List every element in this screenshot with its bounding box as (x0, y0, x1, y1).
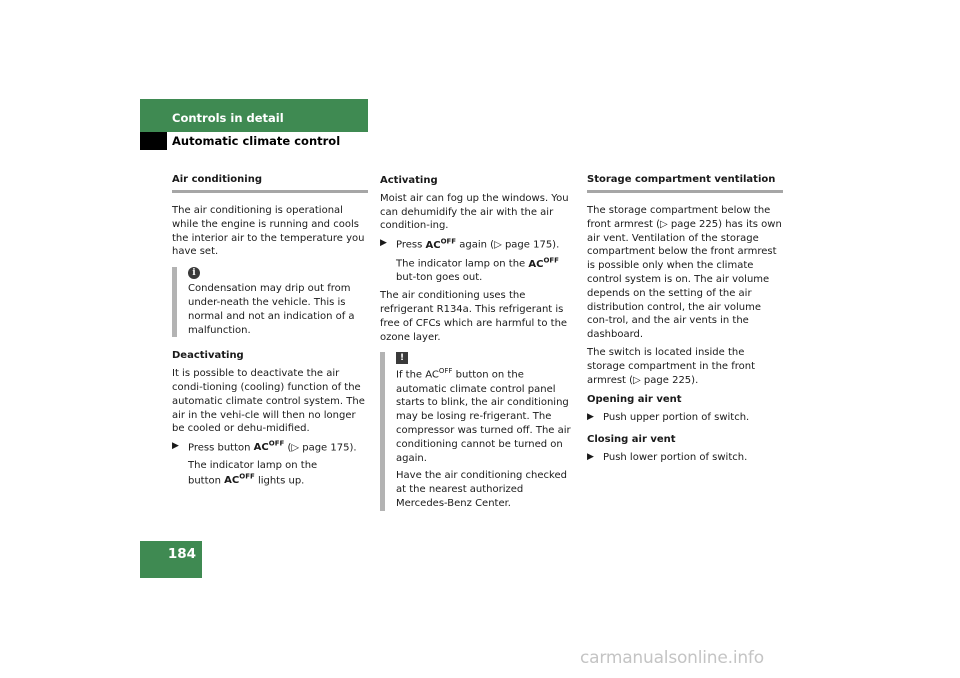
deactivate-step (172, 440, 368, 455)
info-note-text: Condensation may drip out from under-neath the vehicle. This is normal and not an indication of a malfunction. (188, 283, 355, 336)
closing-step (587, 451, 783, 465)
bullet-arrow-icon: ▶ (172, 441, 179, 452)
switch-location-text: The switch is located inside the storage compartment in the front armrest (▷ page 225). (587, 346, 756, 386)
result-suffix: lights up. (254, 475, 305, 487)
ac-label: AC (224, 475, 240, 487)
note-bar (380, 352, 385, 510)
column-activating (380, 174, 574, 523)
closing-step-text: Push lower portion of switch. (603, 451, 748, 463)
heading-air-conditioning: Air conditioning (172, 174, 368, 193)
heading-deactivating: Deactivating (172, 350, 244, 362)
warning-sup: OFF (438, 367, 453, 376)
storage-intro: The storage compartment below the front armrest (▷ page 225) has its own air vent. Ventilation of the storage compartment below the front armrest is possible only when the climate control system is on. The air volume depends on the setting of the air distribution control, the air volume con-trol, and the air vents in the dashboard. (587, 205, 782, 341)
off-label: OFF (239, 473, 255, 482)
bullet-arrow-icon: ▶ (587, 412, 594, 423)
subsection-title: Automatic climate control (172, 134, 341, 148)
bullet-arrow-icon: ▶ (380, 238, 387, 249)
result-prefix: The indicator lamp on the (396, 258, 529, 270)
header-marker (140, 132, 167, 150)
ac-off-button-label (528, 256, 559, 270)
warning-note (380, 352, 574, 510)
heading-closing-air-vent: Closing air vent (587, 433, 676, 445)
warning-text-2: Have the air conditioning checked at the nearest authorized Mercedes-Benz Center. (396, 470, 567, 509)
heading-activating: Activating (380, 175, 438, 186)
deactivating-text: It is possible to deactivate the air condi-tioning (cooling) function of the automatic climate control system. The air in the vehi-cle will then no longer be cooled or dehu-midified. (172, 368, 365, 435)
activate-step (380, 237, 574, 252)
result-suffix: but-ton goes out. (396, 272, 483, 284)
ac-label: AC (528, 258, 544, 270)
ac-off-button-label (224, 475, 255, 486)
activating-intro: Moist air can fog up the windows. You can dehumidify the air with the air condition-ing. (380, 192, 569, 232)
refrigerant-text: The air conditioning uses the refrigerant R134a. This refrigerant is free of CFCs which are harmful to the ozone layer. (380, 290, 568, 343)
ac-label: AC (253, 442, 269, 454)
warning-text (396, 367, 574, 465)
column-storage-ventilation (587, 174, 783, 469)
column-air-conditioning (172, 174, 368, 488)
off-label: OFF (440, 237, 457, 246)
off-label: OFF (268, 440, 285, 449)
info-icon: i (188, 267, 200, 279)
heading-storage-ventilation: Storage compartment ventilation (587, 174, 783, 193)
note-bar (172, 267, 177, 337)
section-title: Controls in detail (172, 111, 284, 125)
page-number: 184 (167, 546, 196, 562)
off-label: OFF (543, 256, 559, 265)
page-number-box (140, 541, 202, 578)
result-prefix: button (188, 475, 225, 487)
ac-off-button-label (254, 442, 285, 453)
intro-text: The air conditioning is operational while the engine is running and cools the interior air to the temperature you have set. (172, 205, 365, 258)
opening-step (587, 411, 783, 425)
warning-suffix: button on the automatic climate control panel starts to blink, the air conditioning may be losing re-frigerant. The compressor was turned off. The air conditioning cannot be turned on again. (396, 369, 571, 464)
result-line-1: The indicator lamp on the (188, 460, 318, 472)
ac-label: AC (425, 239, 441, 251)
step-text-suffix: again (▷ page 175). (456, 239, 560, 251)
info-note (172, 267, 368, 337)
deactivate-result (172, 459, 368, 488)
warning-icon: ! (396, 352, 408, 364)
warning-prefix: If the AC (396, 369, 439, 381)
bullet-arrow-icon: ▶ (587, 451, 594, 462)
opening-step-text: Push upper portion of switch. (603, 412, 750, 424)
activate-result (380, 256, 574, 285)
ac-off-button-label (425, 237, 457, 251)
step-text-prefix: Press (396, 239, 426, 251)
step-text-prefix: Press button (188, 442, 254, 454)
heading-opening-air-vent: Opening air vent (587, 394, 682, 406)
step-text-suffix: (▷ page 175). (284, 442, 357, 454)
watermark: carmanualsonline.info (580, 648, 764, 668)
